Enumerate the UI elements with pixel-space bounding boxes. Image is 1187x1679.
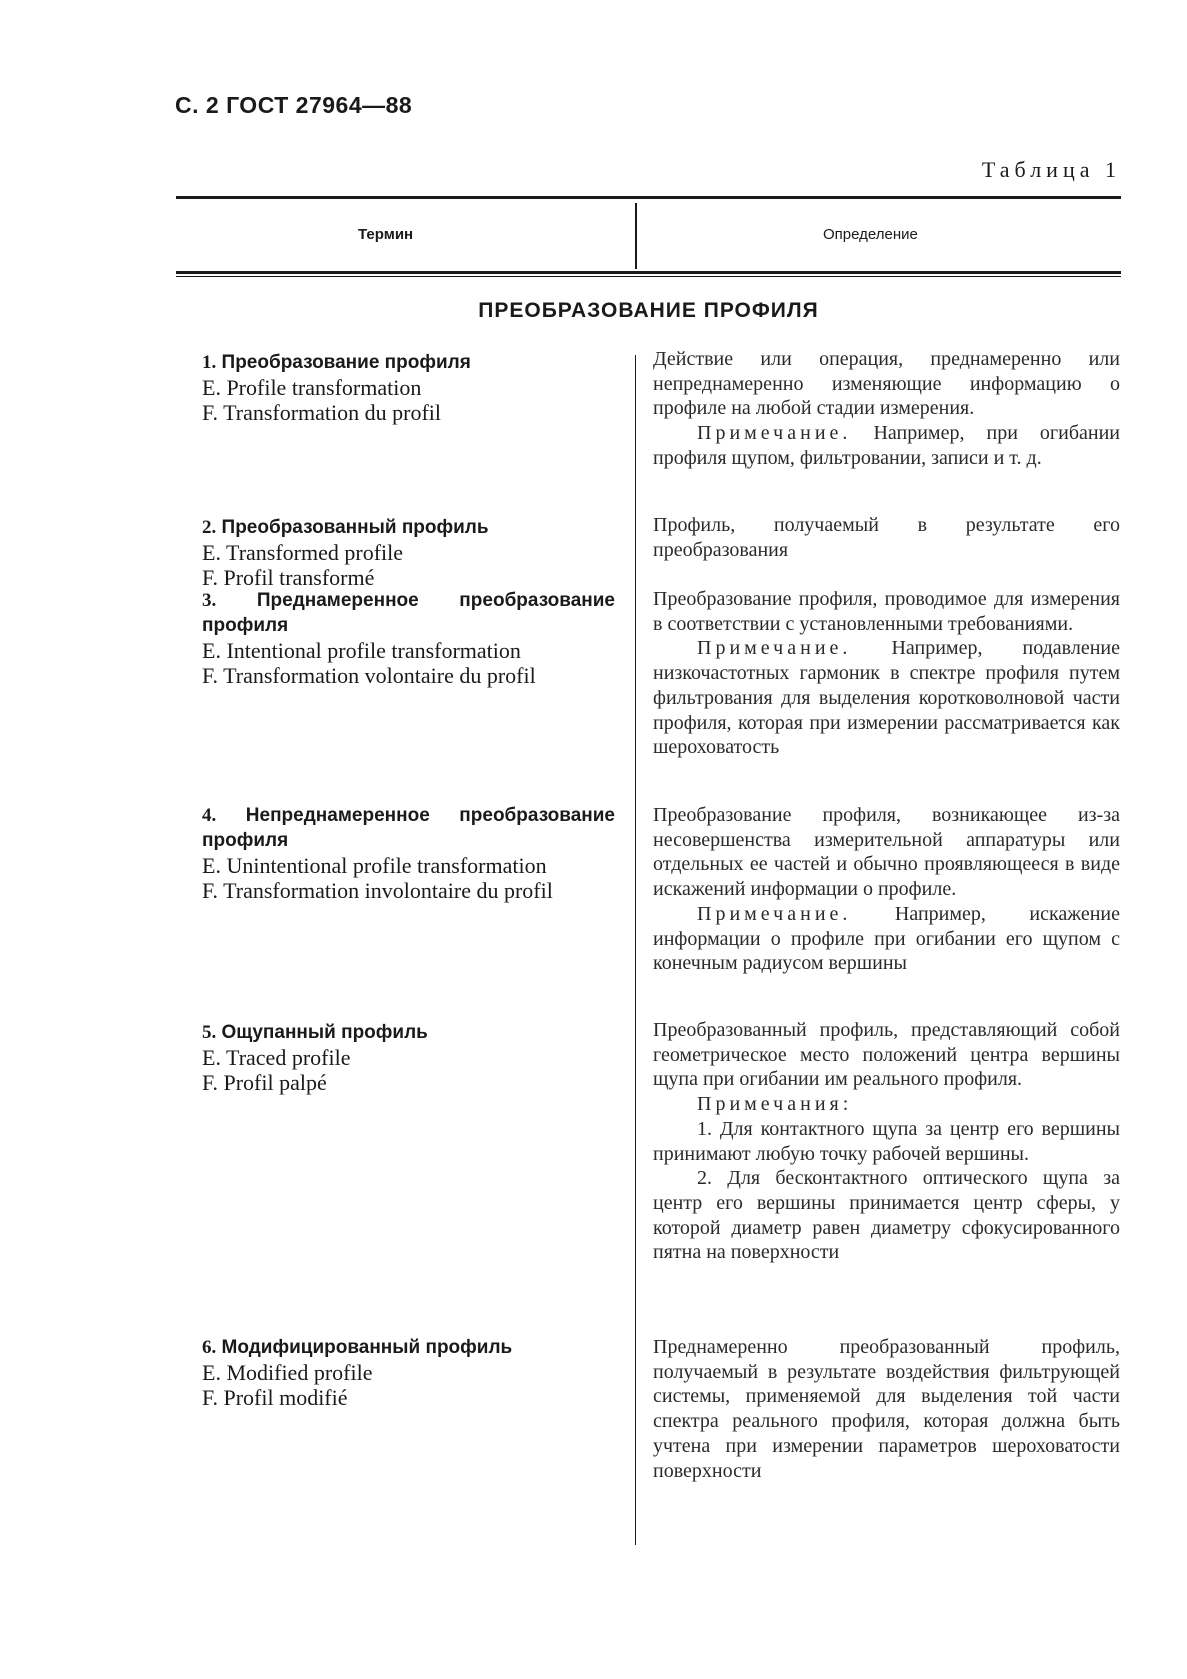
term-entry-3 <box>178 588 615 688</box>
term-fr: F. Profil modifié <box>202 1385 348 1410</box>
term-en: E. Unintentional profile transformation <box>202 853 547 878</box>
term-entry-4 <box>178 803 615 903</box>
definition-note-item-1: 1. Для контактного щупа за центр его вершины принимают любую точку рабочей вершины. <box>653 1117 1120 1165</box>
term-entry-1 <box>178 350 615 425</box>
term-en: E. Transformed profile <box>202 540 404 565</box>
term-entry-2 <box>178 515 615 590</box>
definition-notes-label: Примечания: <box>697 1093 853 1116</box>
definition-entry-6 <box>653 1335 1120 1483</box>
body-column-divider <box>635 355 636 1545</box>
term-en: E. Traced profile <box>202 1045 351 1070</box>
definition-text: Действие или операция, преднамеренно или непреднамеренно изменяющие информацию о профиле на любой стадии измерения. <box>653 348 1120 420</box>
term-en: E. Intentional profile transformation <box>202 638 521 663</box>
definition-note: Примечание. Например, искажение информации о профиле при огибании его щупом с конечным радиусом вершины <box>653 902 1120 975</box>
definition-text: Профиль, получаемый в результате его преобразования <box>653 514 1120 561</box>
term-fr: F. Profil palpé <box>202 1070 327 1095</box>
term-en: E. Modified profile <box>202 1360 373 1385</box>
definition-note: Примечание. Например, подавление низкочастотных гармоник в спектре профиля путем фильтрования для выделения коротковолновой части профиля, которая при измерении рассматривается как шероховатость <box>653 637 1120 759</box>
definition-entry-4 <box>653 803 1120 976</box>
definition-entry-5 <box>653 1018 1120 1265</box>
table-label: Таблица 1 <box>981 157 1121 182</box>
term-fr: F. Transformation volontaire du profil <box>202 663 536 688</box>
term-ru: 5. Ощупанный профиль <box>202 1022 428 1043</box>
column-header-definition: Определение <box>823 226 918 243</box>
definition-entry-3 <box>653 587 1120 760</box>
term-fr: F. Profil transformé <box>202 565 375 590</box>
definition-text: Преобразованный профиль, представляющий собой геометрическое место положений центра вершины щупа при огибании им реального профиля. <box>653 1019 1120 1091</box>
header-bottom-rule-thin <box>176 276 1121 277</box>
definition-text: Преобразование профиля, возникающее из-за несовершенства измерительной аппаратуры или отдельных ее частей и обычно проявляющееся в виде искажений информации о профиле. <box>653 804 1120 901</box>
page-header: С. 2 ГОСТ 27964—88 <box>175 92 413 118</box>
term-entry-5 <box>178 1020 615 1095</box>
term-ru: 6. Модифицированный профиль <box>202 1337 513 1358</box>
term-ru: 1. Преобразование профиля <box>202 352 471 373</box>
table-top-rule <box>176 196 1121 199</box>
term-ru: 3. Преднамеренное преобразование профиля <box>202 590 616 636</box>
section-title: ПРЕОБРАЗОВАНИЕ ПРОФИЛЯ <box>478 299 819 322</box>
term-ru: 4. Непреднамеренное преобразование профиля <box>202 805 615 851</box>
term-en: E. Profile transformation <box>202 375 422 400</box>
definition-entry-1 <box>653 347 1120 471</box>
definition-text: Преобразование профиля, проводимое для измерения в соответствии с установленными требованиями. <box>653 588 1120 635</box>
header-column-divider <box>635 203 637 269</box>
column-header-terms: Термин <box>358 226 414 243</box>
header-bottom-rule <box>176 271 1121 274</box>
term-entry-6 <box>178 1335 615 1410</box>
term-fr: F. Transformation involontaire du profil <box>202 878 553 903</box>
definition-entry-2 <box>653 513 1120 562</box>
term-ru: 2. Преобразованный профиль <box>202 517 489 538</box>
definition-note-item-2: 2. Для бесконтактного оптического щупа за центр его вершины принимается центр сферы, у которой диаметр равен диаметру сфокусированного пятна на поверхности <box>653 1167 1120 1264</box>
definition-note: Примечание. Например, при огибании профиля щупом, фильтровании, записи и т. д. <box>653 422 1120 469</box>
definition-text: Преднамеренно преобразованный профиль, получаемый в результате воздействия фильтрующей системы, применяемой для выделения той части спектра реального профиля, которая должна быть учтена при измерении параметров шероховатости поверхности <box>653 1336 1120 1482</box>
term-fr: F. Transformation du profil <box>202 400 442 425</box>
